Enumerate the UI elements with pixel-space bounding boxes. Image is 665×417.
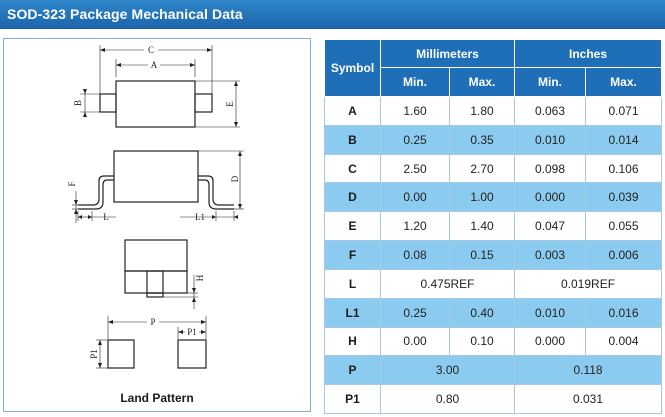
in-max-cell: 0.004 xyxy=(586,327,662,356)
mm-ref-cell: 3.00 xyxy=(381,356,515,385)
header-in-min: Min. xyxy=(515,68,586,97)
dim-label-p: P xyxy=(150,317,156,327)
in-min-cell: 0.000 xyxy=(515,183,586,212)
mm-min-cell: 1.60 xyxy=(381,97,450,126)
dim-label-p1: P1 xyxy=(187,327,197,337)
table-row xyxy=(325,327,662,356)
symbol-cell: F xyxy=(325,241,381,270)
top-view xyxy=(73,44,240,127)
mm-max-cell: 0.15 xyxy=(450,241,515,270)
in-min-cell: 0.098 xyxy=(515,154,586,183)
symbol-cell: C xyxy=(325,154,381,183)
table-row xyxy=(325,356,662,385)
mm-min-cell: 1.20 xyxy=(381,212,450,241)
dim-label-a: A xyxy=(150,60,158,70)
mm-max-cell: 0.10 xyxy=(450,327,515,356)
symbol-cell: B xyxy=(325,125,381,154)
in-ref-cell: 0.019REF xyxy=(515,269,662,298)
in-ref-cell: 0.118 xyxy=(515,356,662,385)
in-min-cell: 0.010 xyxy=(515,298,586,327)
mm-min-cell: 0.00 xyxy=(381,183,450,212)
header-in-max: Max. xyxy=(586,68,662,97)
table-row xyxy=(325,241,662,270)
symbol-cell: E xyxy=(325,212,381,241)
in-min-cell: 0.000 xyxy=(515,327,586,356)
in-max-cell: 0.014 xyxy=(586,125,662,154)
mm-max-cell: 2.70 xyxy=(450,154,515,183)
dim-label-d: D xyxy=(230,175,240,183)
header-mm-max: Max. xyxy=(450,68,515,97)
symbol-cell: P xyxy=(325,356,381,385)
dim-label-l1: L1 xyxy=(195,212,205,222)
table-row xyxy=(325,97,662,126)
dim-label-p1-side: P1 xyxy=(89,349,99,359)
in-min-cell: 0.047 xyxy=(515,212,586,241)
symbol-cell: L1 xyxy=(325,298,381,327)
dim-label-f: F xyxy=(67,181,77,187)
symbol-cell: A xyxy=(325,97,381,126)
in-max-cell: 0.055 xyxy=(586,212,662,241)
symbol-cell: P1 xyxy=(325,385,381,414)
mm-max-cell: 1.80 xyxy=(450,97,515,126)
symbol-cell: H xyxy=(325,327,381,356)
land-pattern-label: Land Pattern xyxy=(120,391,194,405)
symbol-cell: L xyxy=(325,269,381,298)
dim-label-b: B xyxy=(73,99,83,107)
side-view xyxy=(67,151,244,223)
mm-min-cell: 0.25 xyxy=(381,298,450,327)
in-min-cell: 0.063 xyxy=(515,97,586,126)
mm-max-cell: 0.40 xyxy=(450,298,515,327)
table-row xyxy=(325,385,662,414)
in-max-cell: 0.106 xyxy=(586,154,662,183)
table-row xyxy=(325,183,662,212)
header-symbol: Symbol xyxy=(325,40,381,97)
dim-label-h: H xyxy=(195,274,205,282)
in-max-cell: 0.039 xyxy=(586,183,662,212)
table-row xyxy=(325,212,662,241)
in-min-cell: 0.003 xyxy=(515,241,586,270)
mm-min-cell: 0.08 xyxy=(381,241,450,270)
mechanical-drawing-panel xyxy=(3,38,311,412)
page-title: SOD-323 Package Mechanical Data xyxy=(7,6,243,22)
mm-ref-cell: 0.475REF xyxy=(381,269,515,298)
mm-min-cell: 2.50 xyxy=(381,154,450,183)
mm-min-cell: 0.00 xyxy=(381,327,450,356)
mm-min-cell: 0.25 xyxy=(381,125,450,154)
in-max-cell: 0.016 xyxy=(586,298,662,327)
in-min-cell: 0.010 xyxy=(515,125,586,154)
table-row xyxy=(325,154,662,183)
end-view xyxy=(125,240,205,309)
mm-max-cell: 1.00 xyxy=(450,183,515,212)
dim-label-c: C xyxy=(147,45,155,55)
in-ref-cell: 0.031 xyxy=(515,385,662,414)
package-drawing xyxy=(4,39,310,411)
mm-max-cell: 1.40 xyxy=(450,212,515,241)
in-max-cell: 0.006 xyxy=(586,241,662,270)
page-header xyxy=(0,0,665,29)
header-millimeters: Millimeters xyxy=(381,40,515,68)
table-row xyxy=(325,269,662,298)
in-max-cell: 0.071 xyxy=(586,97,662,126)
header-inches: Inches xyxy=(515,40,662,68)
dim-label-l: L xyxy=(103,212,109,222)
symbol-cell: D xyxy=(325,183,381,212)
header-mm-min: Min. xyxy=(381,68,450,97)
land-pattern xyxy=(89,316,206,368)
table-row xyxy=(325,125,662,154)
dim-label-e: E xyxy=(225,101,235,107)
mm-max-cell: 0.35 xyxy=(450,125,515,154)
dimensions-table xyxy=(324,39,662,414)
mm-ref-cell: 0.80 xyxy=(381,385,515,414)
table-row xyxy=(325,298,662,327)
